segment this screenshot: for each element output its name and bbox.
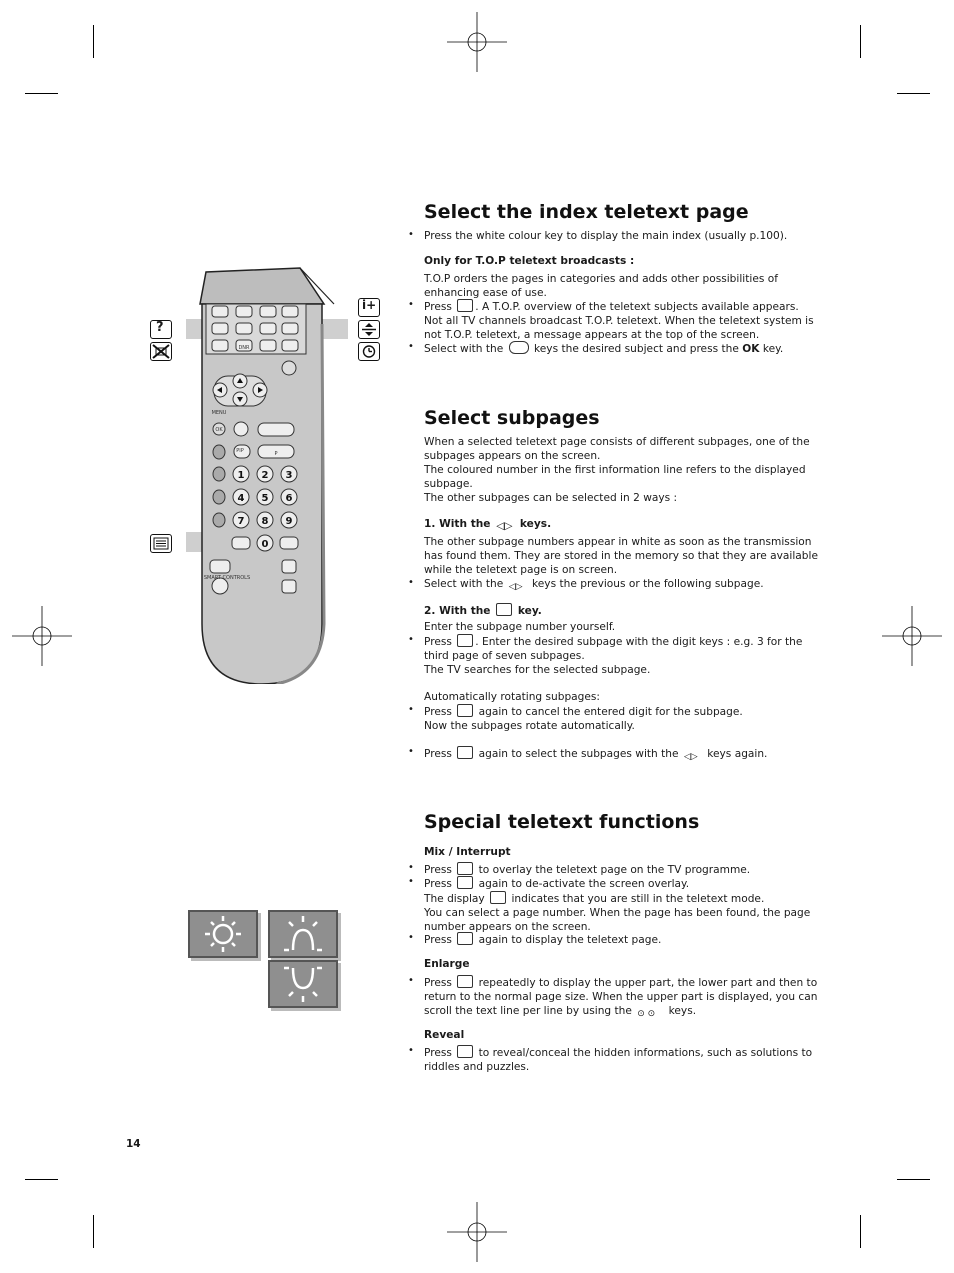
body-text: The coloured number in the first information line refers to the displayed subpage. — [424, 464, 806, 490]
crop-mark — [897, 1179, 930, 1180]
text-fragment: to reveal/conceal the hidden informations, such as solutions to riddles and puzzles. — [424, 1047, 813, 1073]
text-fragment: again to cancel the entered digit for the subpage. — [478, 706, 743, 718]
bullet: • — [408, 746, 414, 757]
left-right-keys-icon: ◁▷ — [508, 582, 523, 592]
teletext-icon — [150, 534, 172, 553]
bullet: • — [408, 634, 414, 645]
body-text — [424, 299, 829, 342]
bullet: • — [408, 876, 414, 887]
text-fragment: repeatedly to display the upper part, the lower part and then to return to the normal page size. When the upper part is displayed, you can scroll the text line per line by using the — [424, 977, 818, 1017]
svg-text:P: P — [274, 451, 278, 457]
text-fragment: Press — [424, 748, 452, 760]
cancel-overlay-icon — [457, 876, 473, 889]
body-text: Press the white colour key to display the main index (usually p.100). — [424, 230, 788, 242]
text-fragment: Select with the — [424, 578, 504, 590]
enlarge-icon — [358, 320, 380, 339]
subheading: Mix / Interrupt — [424, 846, 511, 858]
svg-text:4: 4 — [237, 493, 245, 504]
text-fragment: Press — [424, 878, 452, 890]
body-text: When a selected teletext page consists of different subpages, one of the subpages appears on the screen. — [424, 436, 810, 462]
svg-text:OK: OK — [215, 427, 223, 433]
text-fragment: to overlay the teletext page on the TV programme. — [478, 864, 751, 876]
registration-mark — [12, 606, 72, 666]
text-fragment: . Enter the desired subpage with the digit keys : e.g. 3 for the third page of seven subpages. — [424, 636, 803, 662]
info-plus-icon — [457, 299, 473, 312]
svg-text:2: 2 — [261, 470, 269, 481]
svg-text:0: 0 — [261, 539, 269, 550]
body-text — [424, 975, 829, 1018]
svg-text:MENU: MENU — [211, 410, 227, 416]
text-fragment: The display — [424, 893, 485, 905]
text-fragment: Now the subpages rotate automatically. — [424, 720, 635, 732]
text-fragment: again to select the subpages with the — [478, 748, 679, 760]
text-fragment: Press — [424, 301, 452, 313]
text-fragment: Not all TV channels broadcast T.O.P. teletext. When the teletext system is not T.O.P. teletext, a message appears at the top of the screen. — [424, 315, 814, 341]
svg-text:3: 3 — [285, 470, 293, 481]
svg-text:5: 5 — [261, 493, 269, 504]
text-fragment: 1. With the — [424, 518, 491, 530]
cancel-overlay-icon — [457, 932, 473, 945]
question-mark-icon: ? — [150, 320, 172, 339]
up-down-keys-icon: ⊙ ⊙ — [637, 1009, 656, 1019]
body-text — [424, 876, 829, 934]
bullet: • — [408, 975, 414, 986]
bullet: • — [408, 341, 414, 352]
text-fragment: key. — [517, 605, 542, 617]
left-right-keys-icon: ◁▷ — [496, 520, 513, 532]
text-fragment: Press — [424, 1047, 452, 1059]
section-title-subpages: Select subpages — [424, 407, 600, 429]
question-mark-icon — [457, 1045, 473, 1058]
bullet: • — [408, 577, 414, 588]
text-fragment: keys the previous or the following subpage. — [532, 578, 764, 590]
body-text — [424, 1045, 829, 1074]
text-fragment: OK — [742, 343, 760, 355]
section-title-index: Select the index teletext page — [424, 201, 749, 223]
text-fragment: indicates that you are still in the teletext mode. — [511, 893, 765, 905]
subheading: Reveal — [424, 1029, 465, 1041]
bullet: • — [408, 1045, 414, 1056]
registration-mark — [447, 12, 507, 72]
clock-icon — [457, 634, 473, 647]
clock-icon — [496, 603, 512, 616]
body-text: The other subpages can be selected in 2 ways : — [424, 492, 678, 504]
bullet: • — [408, 704, 414, 715]
text-fragment: Press — [424, 636, 452, 648]
body-text: The other subpage numbers appear in white as soon as the transmission has found them. They are stored in the memory so that they are available while the teletext page is on screen. — [424, 536, 818, 576]
crop-mark — [897, 93, 930, 94]
text-fragment: key. — [762, 343, 784, 355]
crop-mark — [860, 25, 861, 58]
screen-lower-half-illustration — [268, 960, 338, 1008]
screen-normal-illustration — [188, 910, 258, 958]
svg-text:PIP: PIP — [236, 448, 244, 454]
svg-text:7: 7 — [237, 516, 245, 527]
crop-mark — [860, 1215, 861, 1248]
left-right-keys-icon: ◁▷ — [683, 752, 698, 762]
text-fragment: keys. — [519, 518, 552, 530]
body-text — [424, 932, 829, 947]
body-text — [424, 862, 829, 877]
text-fragment: Select with the — [424, 343, 504, 355]
body-text: T.O.P orders the pages in categories and adds other possibilities of enhancing ease of use. — [424, 273, 778, 299]
text-fragment: keys the desired subject and press the — [534, 343, 739, 355]
text-fragment: again to de-activate the screen overlay. — [478, 878, 690, 890]
cancel-overlay-icon — [150, 342, 172, 361]
bullet: • — [408, 299, 414, 310]
enlarge-icon — [457, 975, 473, 988]
subheading: Only for T.O.P teletext broadcasts : — [424, 255, 635, 267]
cancel-overlay-icon — [457, 862, 473, 875]
subheading — [424, 603, 829, 618]
registration-mark — [882, 606, 942, 666]
text-fragment: Press — [424, 706, 452, 718]
body-text: Enter the subpage number yourself. — [424, 621, 616, 633]
screen-upper-half-illustration — [268, 910, 338, 958]
section-title-special: Special teletext functions — [424, 811, 700, 833]
text-fragment: Press — [424, 977, 452, 989]
body-text — [424, 634, 829, 677]
body-text: Automatically rotating subpages: — [424, 691, 601, 703]
subheading: Enlarge — [424, 958, 470, 970]
text-fragment: again to display the teletext page. — [478, 934, 662, 946]
clock-icon — [457, 704, 473, 717]
svg-text:6: 6 — [285, 493, 293, 504]
registration-mark — [447, 1202, 507, 1262]
crop-mark — [25, 1179, 58, 1180]
crop-mark — [93, 1215, 94, 1248]
text-fragment: keys again. — [707, 748, 768, 760]
svg-text:9: 9 — [285, 516, 293, 527]
text-fragment: . A T.O.P. overview of the teletext subjects available appears. — [475, 301, 799, 313]
text-fragment: The TV searches for the selected subpage. — [424, 664, 651, 676]
svg-text:DNR: DNR — [238, 345, 250, 351]
remote-control — [182, 264, 362, 684]
text-fragment: keys. — [668, 1005, 697, 1017]
clock-icon — [358, 342, 380, 361]
svg-text:8: 8 — [261, 516, 269, 527]
body-text — [424, 746, 829, 761]
bullet: • — [408, 932, 414, 943]
body-text — [424, 704, 829, 733]
page-number: 14 — [126, 1138, 141, 1150]
crop-mark — [25, 93, 58, 94]
svg-text:1: 1 — [237, 470, 245, 481]
body-text — [424, 341, 829, 356]
crop-mark — [93, 25, 94, 58]
bullet: • — [408, 862, 414, 873]
clock-icon — [457, 746, 473, 759]
text-fragment: You can select a page number. When the page has been found, the page number appears on the screen. — [424, 907, 811, 933]
body-text — [424, 577, 829, 591]
info-plus-icon: i+ — [358, 298, 380, 317]
text-fragment: Press — [424, 934, 452, 946]
text-fragment: Press — [424, 864, 452, 876]
bullet: • — [408, 229, 414, 240]
svg-text:SMART CONTROLS: SMART CONTROLS — [203, 575, 251, 581]
text-fragment: 2. With the — [424, 605, 491, 617]
teletext-icon — [490, 891, 506, 904]
cursor-keys-icon — [509, 341, 529, 354]
subheading — [424, 517, 829, 531]
